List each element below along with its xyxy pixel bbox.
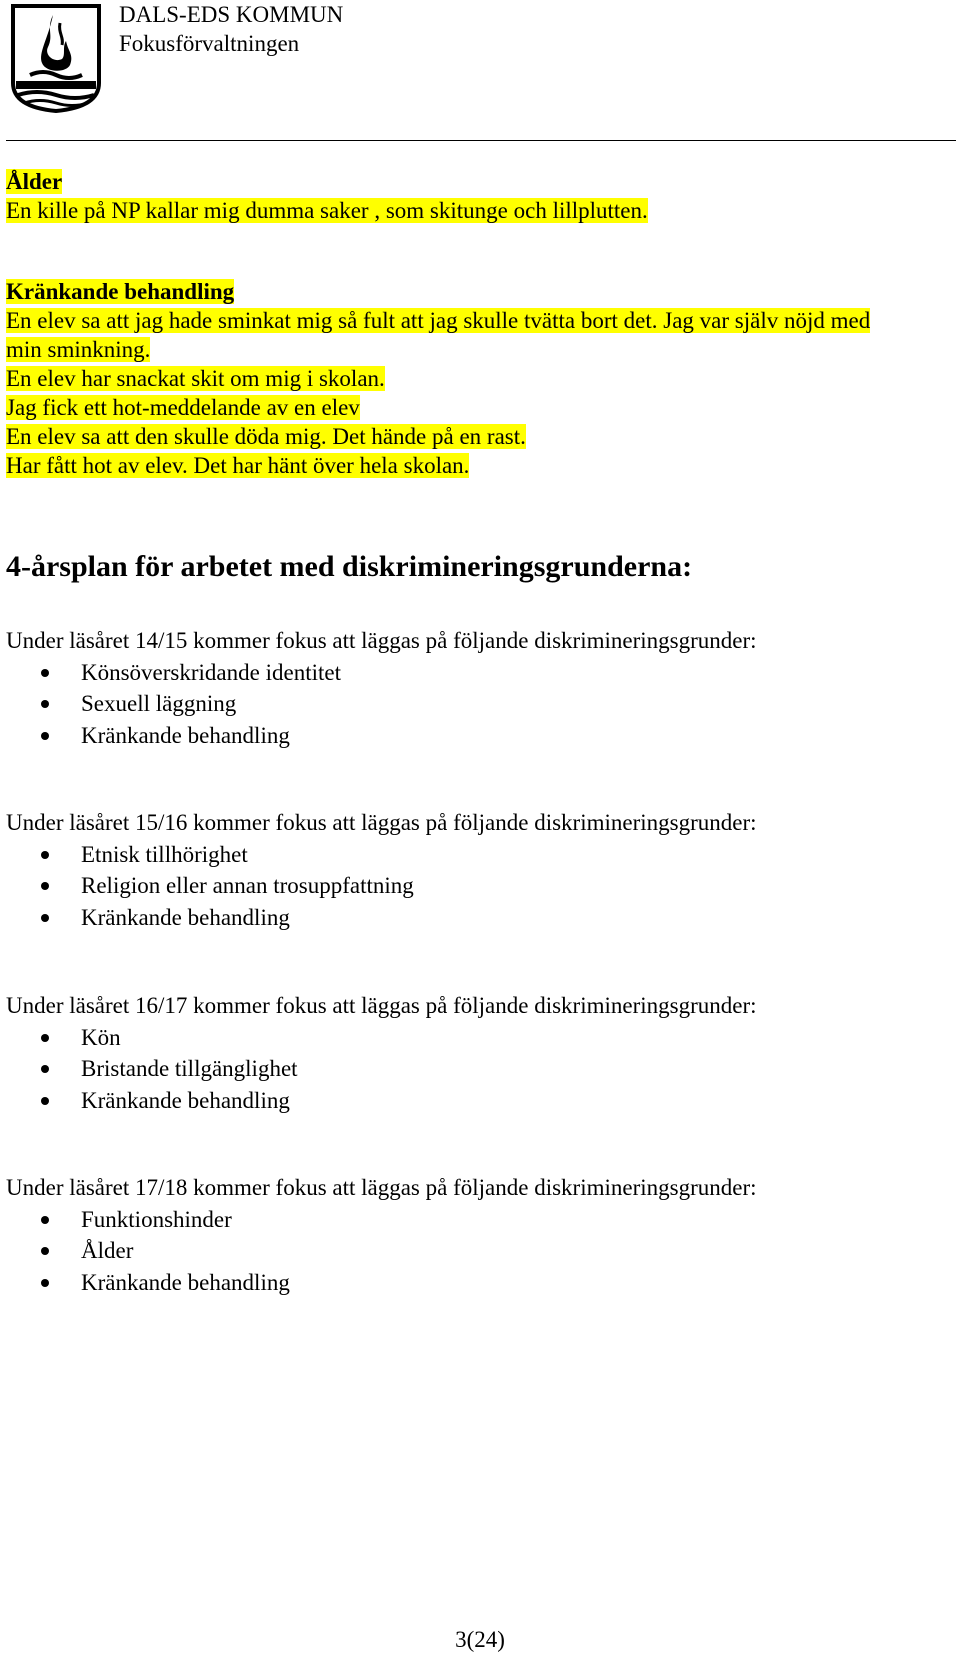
focus-list	[6, 657, 757, 752]
list-item: Bristande tillgänglighet	[6, 1053, 757, 1085]
bullet-icon	[41, 851, 49, 859]
bullet-icon	[41, 1247, 49, 1255]
list-item: Kränkande behandling	[6, 720, 757, 752]
example-title: Ålder	[6, 169, 63, 194]
bullet-icon	[41, 669, 49, 677]
example-line: min sminkning.	[6, 337, 151, 362]
bullet-icon	[41, 1097, 49, 1105]
list-item: Religion eller annan trosuppfattning	[6, 870, 757, 902]
bullet-icon	[41, 1065, 49, 1073]
header-divider	[6, 140, 956, 141]
header-dept: Fokusförvaltningen	[119, 31, 300, 56]
list-item: Etnisk tillhörighet	[6, 839, 757, 871]
plan-year-intro: Under läsåret 15/16 kommer fokus att läggas på följande diskrimineringsgrunder:	[6, 810, 757, 835]
bullet-icon	[41, 1034, 49, 1042]
header-org: DALS-EDS KOMMUN	[119, 2, 344, 27]
example-line: En elev har snackat skit om mig i skolan.	[6, 366, 385, 391]
list-item: Kränkande behandling	[6, 902, 757, 934]
plan-year-16-17	[6, 990, 757, 1116]
page-number: 3(24)	[455, 1627, 505, 1652]
example-line: En kille på NP kallar mig dumma saker , som skitunge och lillplutten.	[6, 198, 648, 223]
list-item: Kön	[6, 1022, 757, 1054]
plan-year-15-16	[6, 807, 757, 933]
document-header	[119, 0, 343, 58]
list-item: Kränkande behandling	[6, 1267, 757, 1299]
bullet-icon	[41, 1216, 49, 1224]
example-title: Kränkande behandling	[6, 279, 235, 304]
list-item: Könsöverskridande identitet	[6, 657, 757, 689]
example-section-alder	[6, 167, 648, 225]
example-line: Har fått hot av elev. Det har hänt över hela skolan.	[6, 453, 470, 478]
list-item: Sexuell läggning	[6, 688, 757, 720]
bullet-icon	[41, 732, 49, 740]
plan-year-17-18	[6, 1172, 757, 1298]
bullet-icon	[41, 914, 49, 922]
plan-heading: 4-årsplan för arbetet med diskrimineringsgrunderna:	[6, 550, 693, 583]
example-line: Jag fick ett hot-meddelande av en elev	[6, 395, 360, 420]
bullet-icon	[41, 1279, 49, 1287]
example-line: En elev sa att jag hade sminkat mig så fult att jag skulle tvätta bort det. Jag var själv nöjd med	[6, 308, 871, 333]
list-item: Ålder	[6, 1235, 757, 1267]
example-section-krankande	[6, 277, 870, 480]
plan-year-intro: Under läsåret 16/17 kommer fokus att läggas på följande diskrimineringsgrunder:	[6, 993, 757, 1018]
focus-list	[6, 1022, 757, 1117]
focus-list	[6, 1204, 757, 1299]
plan-year-intro: Under läsåret 17/18 kommer fokus att läggas på följande diskrimineringsgrunder:	[6, 1175, 757, 1200]
bullet-icon	[41, 700, 49, 708]
plan-year-14-15	[6, 625, 757, 751]
municipality-crest-logo	[10, 3, 102, 113]
example-line: En elev sa att den skulle döda mig. Det hände på en rast.	[6, 424, 526, 449]
plan-year-intro: Under läsåret 14/15 kommer fokus att läggas på följande diskrimineringsgrunder:	[6, 628, 757, 653]
list-item: Funktionshinder	[6, 1204, 757, 1236]
focus-list	[6, 839, 757, 934]
bullet-icon	[41, 882, 49, 890]
list-item: Kränkande behandling	[6, 1085, 757, 1117]
